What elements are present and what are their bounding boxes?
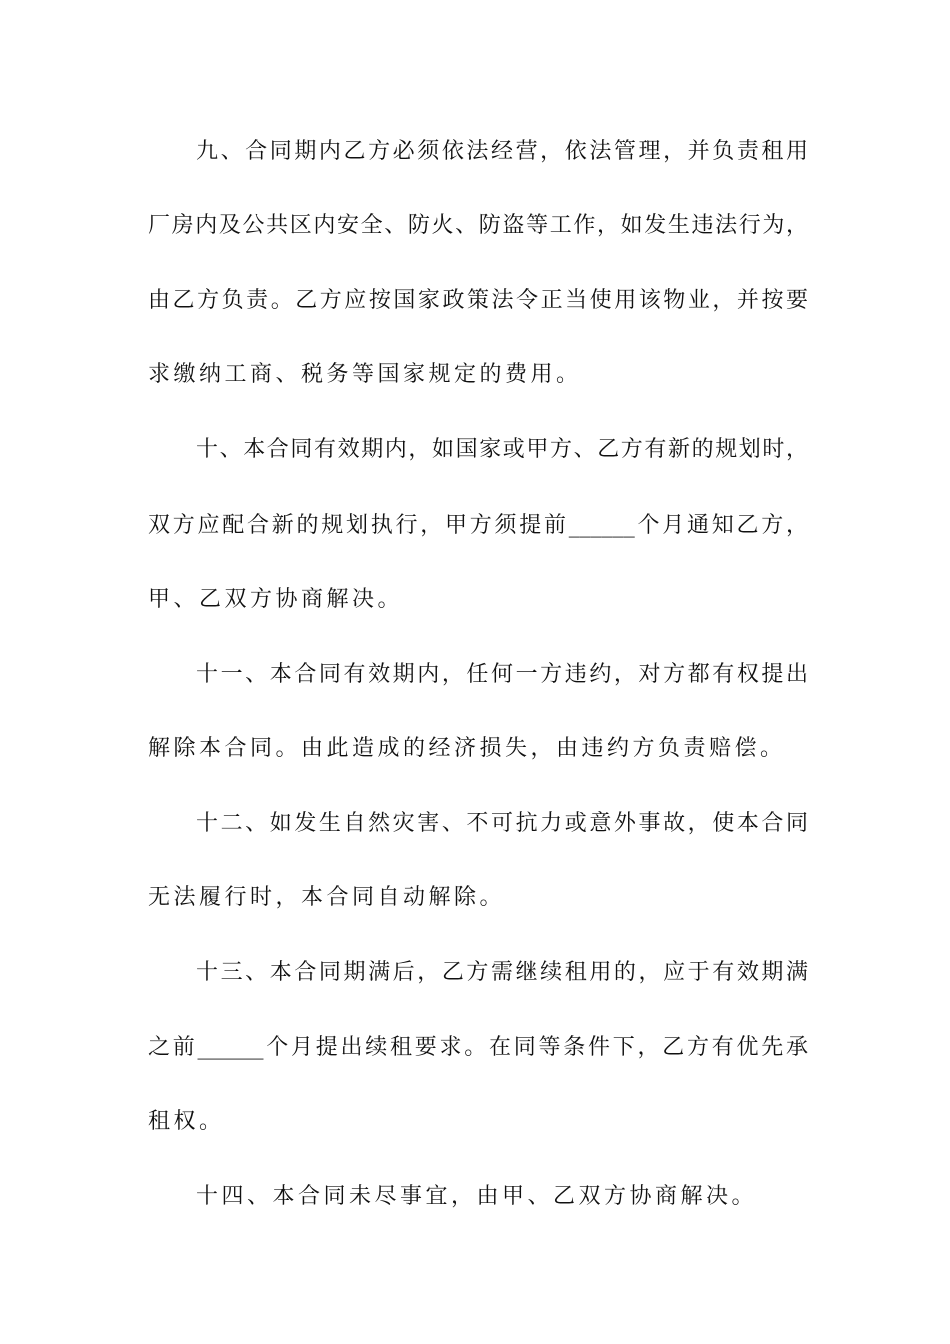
clause-11-line-2: 解除本合同。由此造成的经济损失，由违约方负责赔偿。 xyxy=(148,736,786,761)
clause-9-line-3: 由乙方负责。乙方应按国家政策法令正当使用该物业，并按要 xyxy=(148,288,808,313)
clause-10-line-2: 双方应配合新的规划执行，甲方须提前______个月通知乙方， xyxy=(148,513,808,538)
clause-10-line-3: 甲、乙双方协商解决。 xyxy=(148,587,404,612)
clause-9-line-2: 厂房内及公共区内安全、防火、防盗等工作，如发生违法行为， xyxy=(148,213,808,238)
clause-14-line-1: 十四、本合同未尽事宜，由甲、乙双方协商解决。 xyxy=(196,1184,758,1209)
clause-13-line-2: 之前______个月提出续租要求。在同等条件下，乙方有优先承 xyxy=(148,1035,808,1060)
clause-11-line-1: 十一、本合同有效期内，任何一方违约，对方都有权提出 xyxy=(196,662,808,687)
clause-12-line-2: 无法履行时，本合同自动解除。 xyxy=(148,885,506,910)
clause-13-line-3: 租权。 xyxy=(148,1109,225,1134)
clause-9-line-1: 九、合同期内乙方必须依法经营，依法管理，并负责租用 xyxy=(196,139,808,164)
clause-13-line-1: 十三、本合同期满后，乙方需继续租用的，应于有效期满 xyxy=(196,960,808,985)
clause-12-line-1: 十二、如发生自然灾害、不可抗力或意外事故，使本合同 xyxy=(196,811,808,836)
clause-9-line-4: 求缴纳工商、税务等国家规定的费用。 xyxy=(148,362,582,387)
clause-10-line-1: 十、本合同有效期内，如国家或甲方、乙方有新的规划时， xyxy=(196,437,808,462)
